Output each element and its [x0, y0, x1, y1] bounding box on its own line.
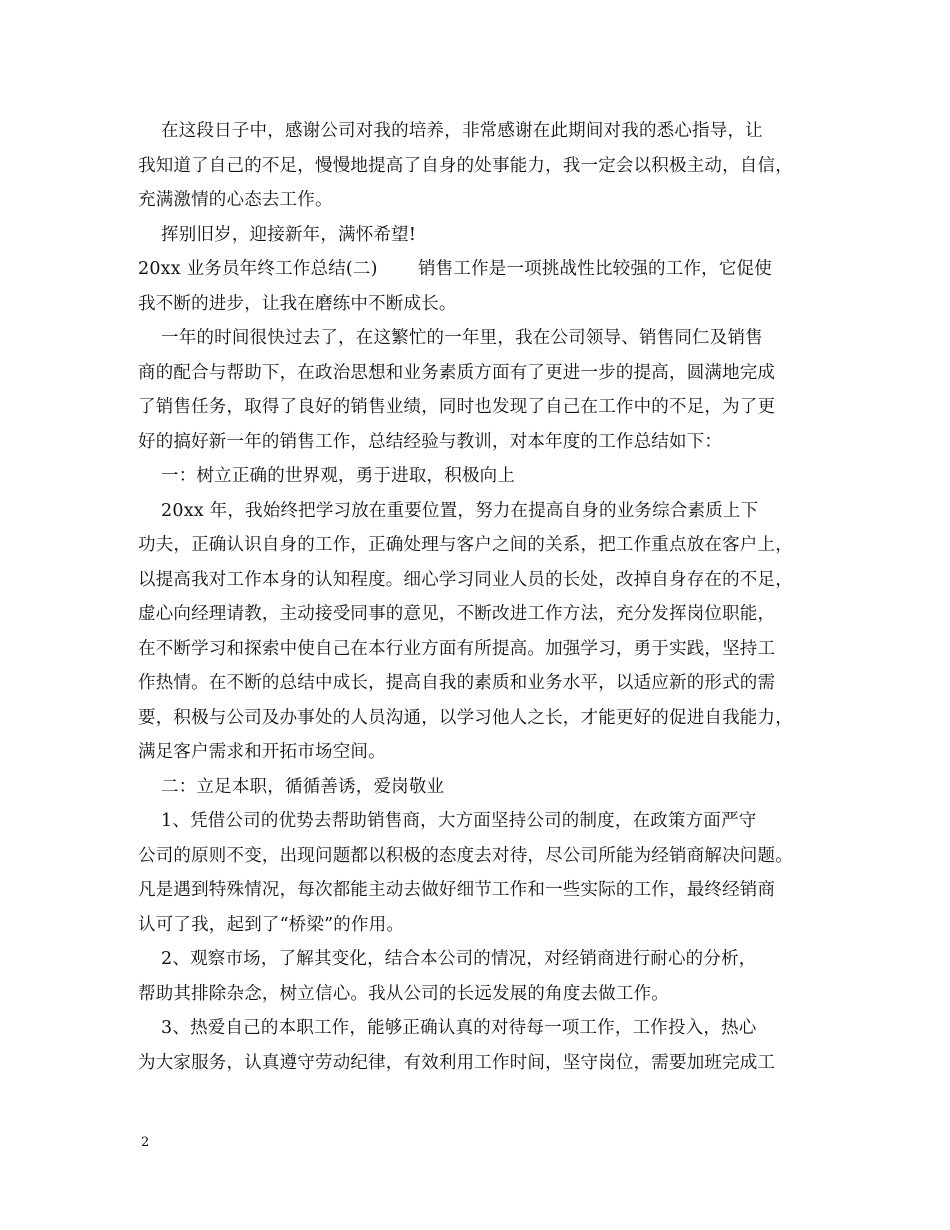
text-line: 满足客户需求和开拓市场空间。 — [138, 742, 386, 762]
text-line: 挥别旧岁，迎接新年，满怀希望! — [138, 224, 417, 245]
text-line: 为大家服务，认真遵守劳动纪律，有效利用工作时间，坚守岗位，需要加班完成工 — [138, 1052, 776, 1073]
text-line: 了销售任务，取得了良好的销售业绩，同时也发现了自己在工作中的不足，为了更 — [138, 397, 776, 417]
text-line: 1、凭借公司的优势去帮助销售商，大方面坚持公司的制度，在政策方面严守 — [138, 811, 757, 831]
subheading-line: 一：树立正确的世界观，勇于进取，积极向上 — [138, 466, 516, 486]
text-line: 虚心向经理请教，主动接受同事的意见，不断改进工作方法，充分发挥岗位职能， — [138, 604, 776, 624]
text-line: 20xx 年，我始终把学习放在重要位置，努力在提高自身的业务综合素质上下 — [138, 500, 759, 521]
page-number: 2 — [141, 1135, 150, 1150]
text-line: 以提高我对工作本身的认知程度。细心学习同业人员的长处，改掉自身存在的不足， — [138, 569, 793, 590]
subheading-line: 二：立足本职，循循善诱，爱岗敬业 — [138, 776, 445, 797]
text-line: 要，积极与公司及办事处的人员沟通，以学习他人之长，才能更好的促进自我能力， — [138, 707, 793, 728]
text-line: 好的搞好新一年的销售工作，总结经验与教训，对本年度的工作总结如下： — [138, 431, 723, 452]
text-line: 功夫，正确认识自身的工作，正确处理与客户之间的关系，把工作重点放在客户上， — [138, 535, 793, 555]
text-line: 认可了我，起到了“桥梁”的作用。 — [138, 914, 405, 935]
text-line: 充满激情的心态去工作。 — [138, 190, 333, 210]
text-line: 凡是遇到特殊情况，每次都能主动去做好细节工作和一些实际的工作，最终经销商 — [138, 880, 776, 900]
text-line: 在这段日子中，感谢公司对我的培养，非常感谢在此期间对我的悉心指导，让 — [138, 121, 763, 141]
text-line: 公司的原则不变，出现问题都以积极的态度去对待，尽公司所能为经销商解决问题。 — [138, 845, 793, 866]
text-line: 帮助其排除杂念，树立信心。我从公司的长远发展的角度去做工作。 — [138, 983, 669, 1004]
section-heading-line: 20xx 业务员年终工作总结(二) 销售工作是一项挑战性比较强的工作，它促使 — [138, 259, 772, 279]
text-line: 商的配合与帮助下，在政治思想和业务素质方面有了更进一步的提高，圆满地完成 — [138, 362, 776, 383]
text-line: 作热情。在不断的总结中成长，提高自我的素质和业务水平，以适应新的形式的需 — [138, 673, 776, 693]
text-line: 我知道了自己的不足，慢慢地提高了自身的处事能力，我一定会以积极主动，自信， — [138, 155, 793, 176]
text-line: 一年的时间很快过去了，在这繁忙的一年里，我在公司领导、销售同仁及销售 — [138, 328, 763, 348]
text-line: 在不断学习和探索中使自己在本行业方面有所提高。加强学习，勇于实践，坚持工 — [138, 638, 776, 659]
body-text — [138, 114, 838, 1080]
text-line: 2、观察市场，了解其变化，结合本公司的情况，对经销商进行耐心的分析， — [138, 949, 757, 969]
text-line: 3、热爱自己的本职工作，能够正确认真的对待每一项工作，工作投入，热心 — [138, 1018, 757, 1038]
text-line: 我不断的进步，让我在磨练中不断成长。 — [138, 293, 457, 314]
